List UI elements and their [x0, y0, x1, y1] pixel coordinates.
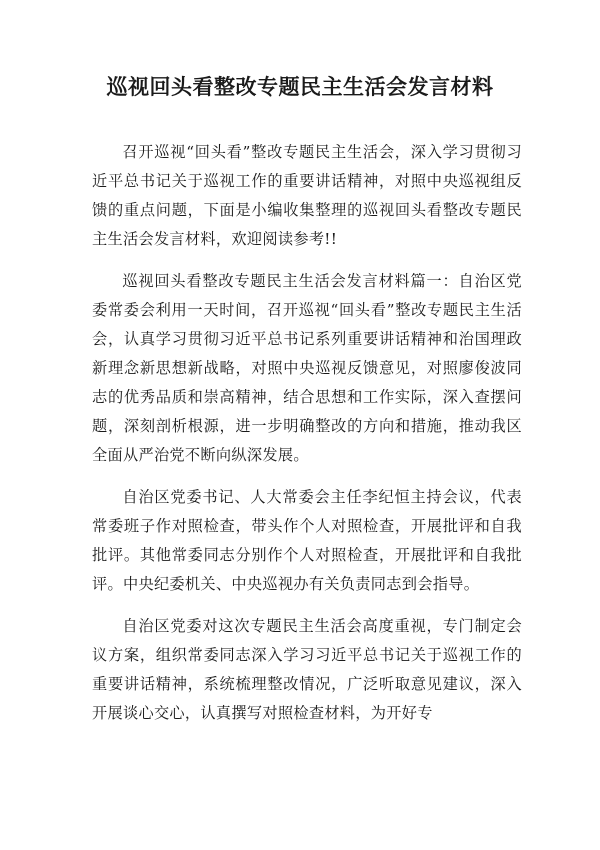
document-body	[92, 138, 522, 728]
paragraph-meeting-host: 自治区党委书记、人大常委会主任李纪恒主持会议，代表常委班子作对照检查，带头作个人对照检查，开展批评和自我批评。其他常委同志分别作个人对照检查，开展批评和自我批评。中央纪委机关、中央巡视办有关负责同志到会指导。	[92, 488, 522, 593]
document-title: 巡视回头看整改专题民主生活会发言材料	[106, 74, 494, 99]
paragraph-part-one: 巡视回头看整改专题民主生活会发言材料篇一：自治区党委常委会利用一天时间，召开巡视“回头看”整改专题民主生活会，认真学习贯彻习近平总书记系列重要讲话精神和治国理政新理念新思想新战略，对照中央巡视反馈意见，对照廖俊波同志的优秀品质和崇高精神，结合思想和工作实际，深入查摆问题，深刻剖析根源，进一步明确整改的方向和措施，推动我区全面从严治党不断向纵深发展。	[92, 272, 522, 464]
paragraph-preparation: 自治区党委对这次专题民主生活会高度重视，专门制定会议方案，组织常委同志深入学习习近平总书记关于巡视工作的重要讲话精神，系统梳理整改情况，广泛听取意见建议，深入开展谈心交心，认真撰写对照检查材料，为开好专	[92, 617, 522, 722]
paragraph-intro: 召开巡视“回头看”整改专题民主生活会，深入学习贯彻习近平总书记关于巡视工作的重要讲话精神，对照中央巡视组反馈的重点问题，下面是小编收集整理的巡视回头看整改专题民主生活会发言材料，欢迎阅读参考!!	[92, 143, 522, 248]
